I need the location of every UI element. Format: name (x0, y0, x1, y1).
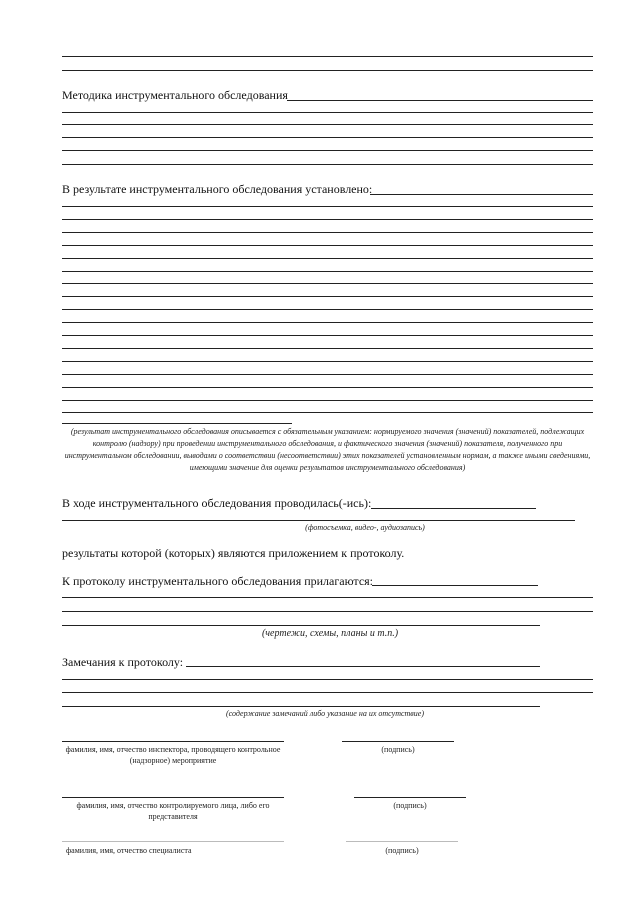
remarks-label: Замечания к протоколу: (62, 655, 184, 669)
blank-line (62, 611, 593, 612)
result-blank-line[interactable] (62, 271, 593, 272)
blank-line (62, 137, 593, 138)
result-blank-line[interactable] (62, 361, 593, 362)
blank-line (62, 597, 593, 598)
result-blank-line[interactable] (62, 232, 593, 233)
result-blank-line[interactable] (62, 348, 593, 349)
result-blank-line[interactable] (62, 374, 593, 375)
signature-sign-line[interactable] (346, 841, 458, 842)
blank-line (62, 150, 593, 151)
remarks-note: (содержание замечаний либо указание на их отсутствие) (226, 709, 424, 718)
result-label: В результате инструментального обследования установлено: (62, 182, 373, 196)
result-note: (результат инструментального обследования описывается с обязательным указанием: нормируемого значения (значений) показателей, подлежащих контролю (надзору) при проведении инструментального обследования, и фактического значения (значений) показателя, полученного при инструментальном обследовании, выводами о соответствии (несоответствии) этих показателей установленным нормам, а также иными сведениями, имеющими значение для оценки результатов инструментального обследования) (64, 427, 591, 472)
result-blank-line[interactable] (62, 400, 593, 401)
result-blank-line[interactable] (62, 335, 593, 336)
result-blank-line[interactable] (62, 283, 593, 284)
blank-line (62, 70, 593, 71)
result-blank-line[interactable] (62, 412, 593, 413)
attachments-label: К протоколу инструментального обследования прилагаются: (62, 574, 373, 588)
blank-line (62, 706, 540, 707)
blank-line (62, 124, 593, 125)
signature-name-line[interactable] (62, 841, 284, 842)
blank-line (62, 56, 593, 57)
method-label: Методика инструментального обследования (62, 88, 288, 102)
remarks-fill-line[interactable] (186, 666, 540, 667)
blank-line (62, 112, 593, 113)
attachments-note: (чертежи, схемы, планы и т.п.) (261, 628, 399, 639)
signature-name-caption: фамилия, имя, отчество специалиста (66, 846, 192, 855)
recording-result: результаты которой (которых) являются приложением к протоколу. (62, 546, 405, 560)
recording-note: (фотосъемка, видео-, аудиозапись) (305, 523, 425, 532)
note-separator (62, 423, 292, 424)
blank-line (62, 625, 540, 626)
result-fill-line[interactable] (370, 194, 593, 195)
signature-name-caption: фамилия, имя, отчество контролируемого лица, либо его представителя (76, 801, 270, 821)
signature-name-line[interactable] (62, 741, 284, 742)
method-fill-line[interactable] (287, 100, 593, 101)
result-blank-line[interactable] (62, 322, 593, 323)
recording-fill-line[interactable] (371, 508, 536, 509)
result-blank-line[interactable] (62, 206, 593, 207)
signature-name-caption: фамилия, имя, отчество инспектора, проводящего контрольное (надзорное) мероприятие (65, 745, 281, 765)
result-blank-line[interactable] (62, 296, 593, 297)
attachments-fill-line[interactable] (372, 585, 538, 586)
result-blank-line[interactable] (62, 309, 593, 310)
signature-sign-caption: (подпись) (385, 846, 419, 855)
blank-line (62, 692, 593, 693)
signature-sign-caption: (подпись) (393, 801, 427, 810)
signature-sign-line[interactable] (354, 797, 466, 798)
result-blank-line[interactable] (62, 245, 593, 246)
blank-line (62, 164, 593, 165)
signature-name-line[interactable] (62, 797, 284, 798)
recording-line[interactable] (62, 520, 575, 521)
blank-line (62, 679, 593, 680)
result-blank-line[interactable] (62, 219, 593, 220)
recording-label: В ходе инструментального обследования проводилась(-ись): (62, 496, 372, 510)
signature-sign-caption: (подпись) (381, 745, 415, 754)
result-blank-line[interactable] (62, 258, 593, 259)
signature-sign-line[interactable] (342, 741, 454, 742)
result-blank-line[interactable] (62, 387, 593, 388)
